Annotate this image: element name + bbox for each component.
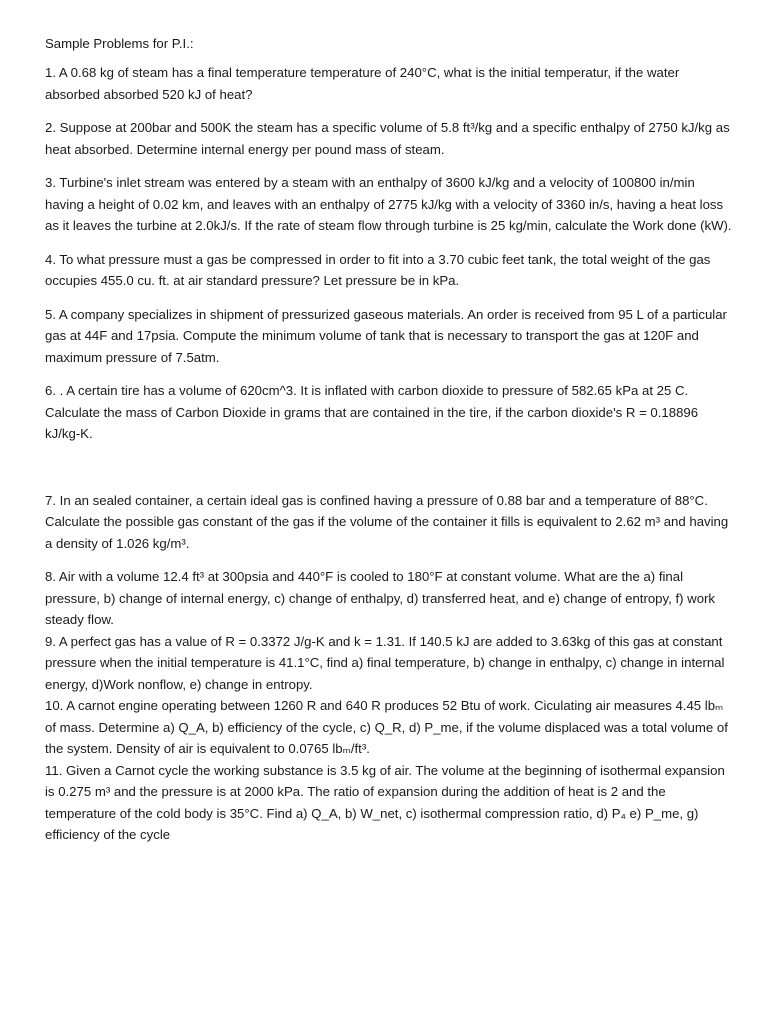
problem-9: 9. A perfect gas has a value of R = 0.3372 J/g-K and k = 1.31. If 140.5 kJ are added to 3.63kg of this gas at constant pressure when the initial temperature is 41.1°C, find a) final temperature, b) change in enthalpy, c) change in internal energy, d)Work nonflow, e) change in entropy.	[45, 633, 725, 692]
problem-11: 11. Given a Carnot cycle the working substance is 3.5 kg of air. The volume at the beginning of isothermal expansion is 0.275 m³ and the pressure is at 2000 kPa. The ratio of expansion during the addition of heat is 2 and the temperature of the cold body is 35°C. Find a) Q_A, b) W_net, c) isothermal compression ratio, d) P₄ e) P_me, g) efficiency of the cycle	[45, 762, 725, 842]
problem-10: 10. A carnot engine operating between 1260 R and 640 R produces 52 Btu of work. Ciculating air measures 4.45 lbₘ of mass. Determine a) Q_A, b) efficiency of the cycle, c) Q_R, d) P_me, if the volume displaced was a total volume of the system. Density of air is equivalent to 0.0765 lbₘ/ft³.	[45, 698, 728, 756]
problem-4: 4. To what pressure must a gas be compressed in order to fit into a 3.70 cubic feet tank, the total weight of the gas occupies 455.0 cu. ft. at air standard pressure? Let pressure be in kPa.	[45, 251, 711, 288]
problem-5: 5. A company specializes in shipment of pressurized gaseous materials. An order is received from 95 L of a particular gas at 44F and 17psia. Compute the minimum volume of tank that is necessary to transport the gas at 120F and maximum pressure of 7.5atm.	[45, 306, 727, 365]
problem-2: 2. Suppose at 200bar and 500K the steam has a specific volume of 5.8 ft³/kg and a specific enthalpy of 2750 kJ/kg as heat absorbed. Determine internal energy per pound mass of steam.	[45, 120, 730, 157]
problem-3: 3. Turbine's inlet stream was entered by a steam with an enthalpy of 3600 kJ/kg and a velocity of 100800 in/min having a height of 0.02 km, and leaves with an enthalpy of 2775 kJ/kg with a velocity of 3360 in/s, having a heat loss as it leaves the turbine at 2.0kJ/s. If the rate of steam flow through turbine is 25 kg/min, calculate the Work done (kW).	[45, 175, 732, 233]
problem-8: 8. Air with a volume 12.4 ft³ at 300psia and 440°F is cooled to 180°F at constant volume. What are the a) final pressure, b) change of internal energy, c) change of enthalpy, d) transferred heat, and e) change of entropy, f) work steady flow.	[45, 569, 716, 627]
problem-6: 6. . A certain tire has a volume of 620cm^3. It is inflated with carbon dioxide to pressure of 582.65 kPa at 25 C. Calculate the mass of Carbon Dioxide in grams that are contained in the tire, if the carbon dioxide's R = 0.18896 kJ/kg-K.	[45, 383, 699, 441]
document-page	[45, 33, 735, 846]
problem-7: 7. In an sealed container, a certain ideal gas is confined having a pressure of 0.88 bar and a temperature of 88°C. Calculate the possible gas constant of the gas if the volume of the container it fills is equivalent to 2.62 m³ and having a density of 1.026 kg/m³.	[45, 492, 729, 551]
problem-1: 1. A 0.68 kg of steam has a final temperature temperature of 240°C, what is the initial temperatur, if the water absorbed absorbed 520 kJ of heat?	[45, 65, 680, 102]
document-title: Sample Problems for P.I.:	[45, 36, 194, 51]
